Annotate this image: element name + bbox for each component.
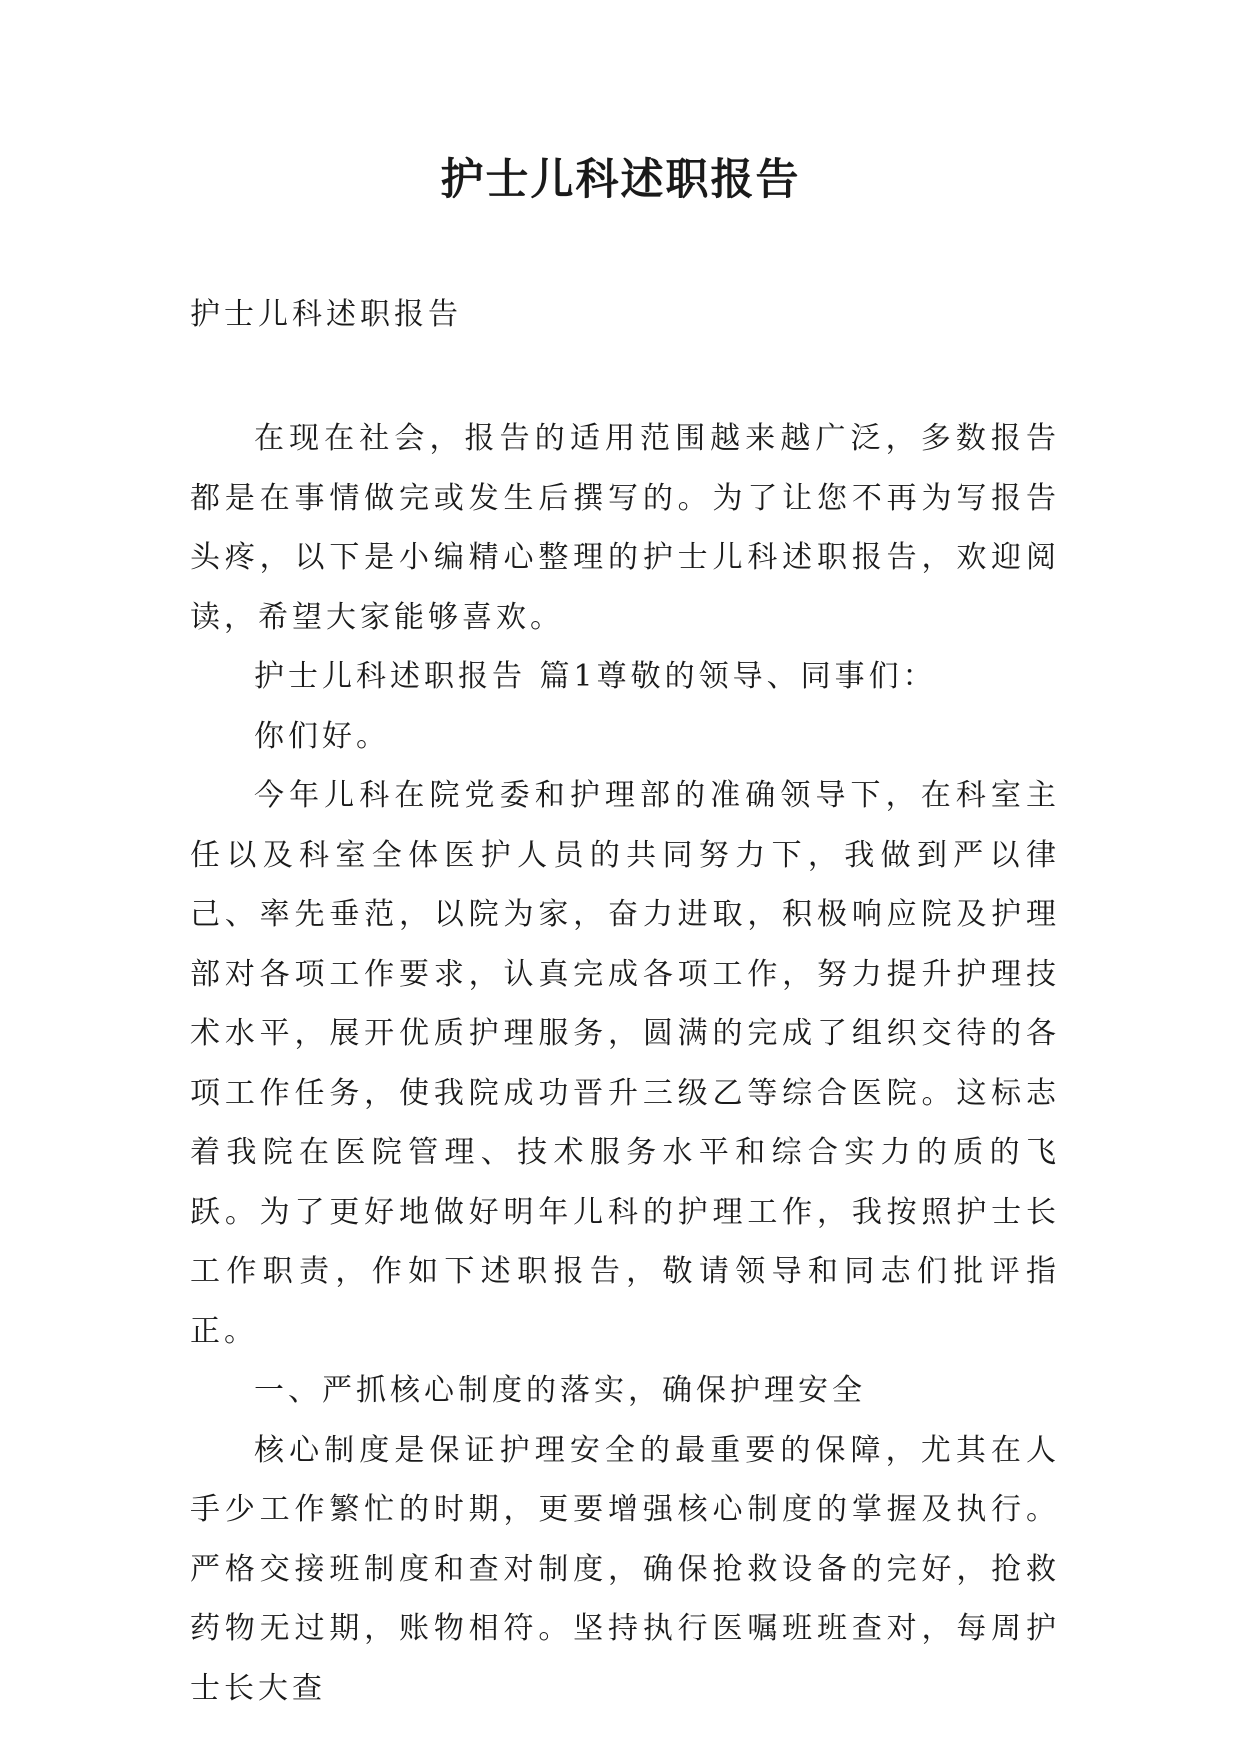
document-subtitle: 护士儿科述职报告 [190,297,462,332]
paragraph-summary: 今年儿科在院党委和护理部的准确领导下，在科室主任以及科室全体医护人员的共同努力下，我做到严以律己、率先垂范，以院为家，奋力进取，积极响应院及护理部对各项工作要求，认真完成各项工作，努力提升护理技术水平，展开优质护理服务，圆满的完成了组织交待的各项工作任务，使我院成功晋升三级乙等综合医院。这标志着我院在医院管理、技术服务水平和综合实力的质的飞跃。为了更好地做好明年儿科的护理工作，我按照护士长工作职责，作如下述职报告，敬请领导和同志们批评指正。 [190,778,1060,1349]
paragraph-heading-article-1: 护士儿科述职报告 篇1尊敬的领导、同事们： [254,659,937,694]
paragraph-section-heading-1: 一、严抓核心制度的落实，确保护理安全 [254,1373,866,1408]
paragraph-core-system: 核心制度是保证护理安全的最重要的保障，尤其在人手少工作繁忙的时期，更要增强核心制度的掌握及执行。严格交接班制度和查对制度，确保抢救设备的完好，抢救药物无过期，账物相符。坚持执行医嘱班班查对，每周护士长大查 [190,1432,1060,1706]
document-body [190,409,1060,1718]
document-title: 护士儿科述职报告 [440,155,801,205]
paragraph-greeting: 你们好。 [254,718,390,754]
paragraph-intro: 在现在社会，报告的适用范围越来越广泛，多数报告都是在事情做完或发生后撰写的。为了让您不再为写报告头疼，以下是小编精心整理的护士儿科述职报告，欢迎阅读，希望大家能够喜欢。 [190,421,1060,635]
